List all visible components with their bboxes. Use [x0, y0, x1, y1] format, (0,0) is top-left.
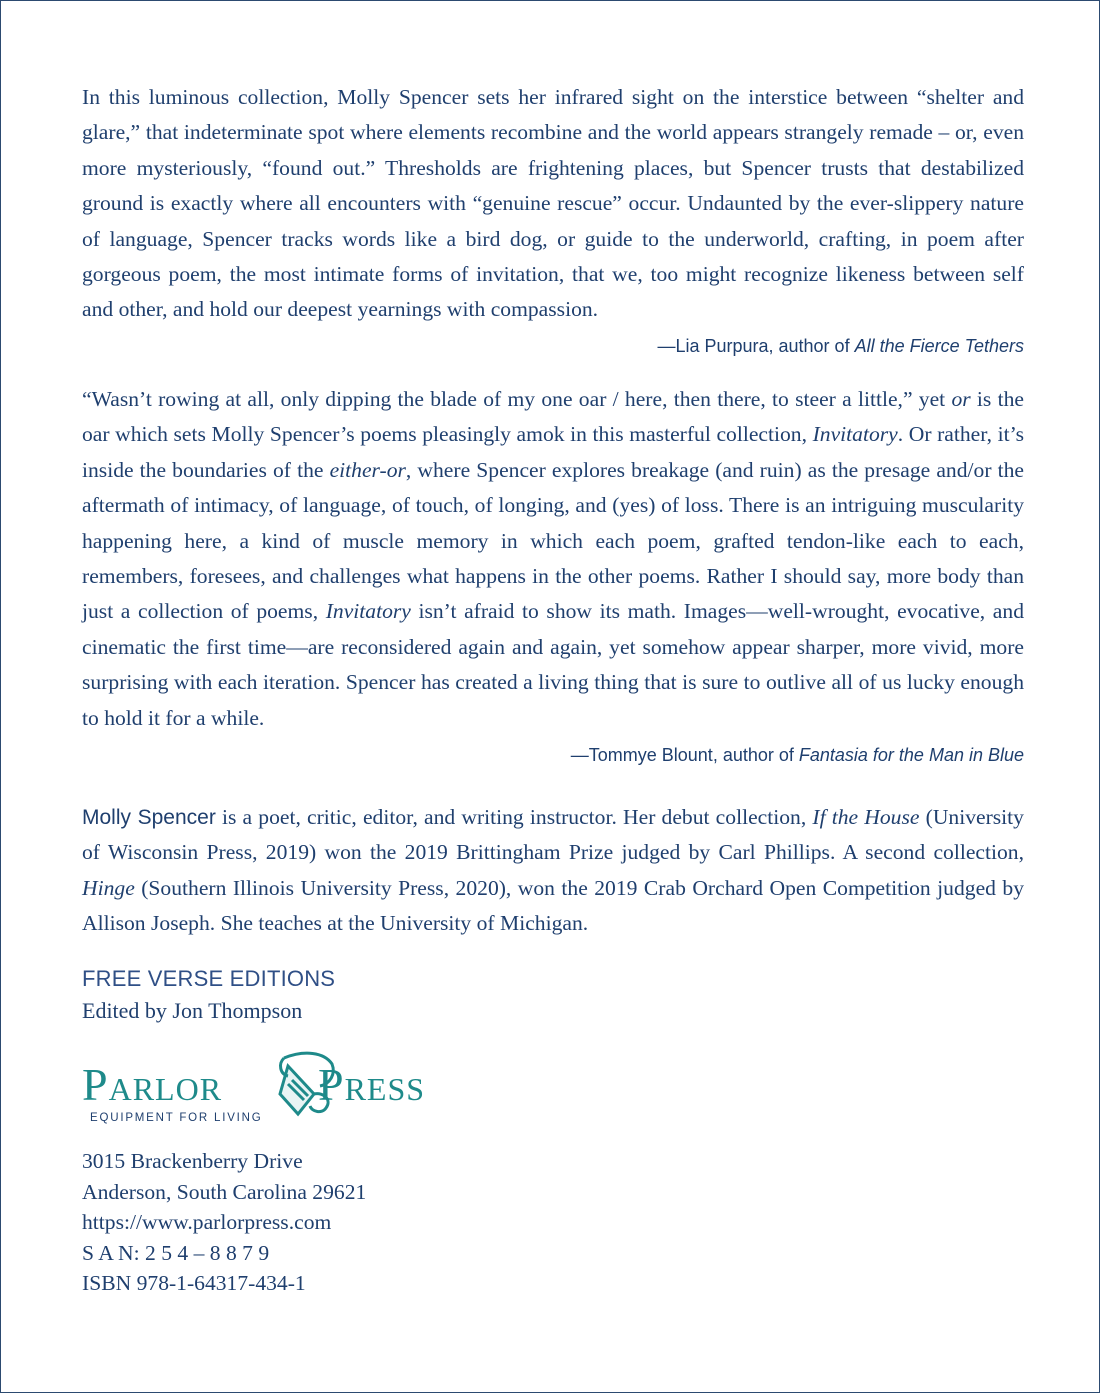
series-label: FREE VERSE EDITIONS [82, 966, 336, 991]
logo-tagline: EQUIPMENT FOR LIVING [90, 1112, 263, 1124]
parlor-press-logo [82, 1048, 452, 1130]
attribution-lia-purpura: —Lia Purpura, author of All the Fierce Tethers [657, 336, 1024, 356]
publisher-website: https://www.parlorpress.com [82, 1210, 332, 1235]
attribution-name: Lia Purpura [675, 336, 769, 356]
book-isbn: ISBN 978-1-64317-434-1 [82, 1271, 306, 1296]
attribution-name: Tommye Blount [588, 745, 713, 765]
series-editor: Edited by Jon Thompson [82, 998, 303, 1023]
attribution-work: All the Fierce Tethers [854, 336, 1024, 356]
logo-word-parlor: Parlor [82, 1059, 223, 1110]
publisher-address [82, 1146, 366, 1299]
author-name: Molly Spencer [82, 806, 216, 829]
author-bio: Molly Spencer is a poet, critic, editor, and writing instructor. Her debut collection, If the House (University of Wisconsin Press, 2019) won the 2019 Brittingham Prize judged by Carl Phillips. A second collection, Hinge (Southern Illinois University Press, 2020), won the 2019 Crab Orchard Open Competition judged by Allison Joseph. She teaches at the University of Michigan. [82, 805, 1024, 936]
address-city: Anderson, South Carolina 29621 [82, 1179, 367, 1204]
blurb-tommye-blount: “Wasn’t rowing at all, only dipping the blade of my one oar / here, then there, to steer a little,” yet or is the oar which sets Molly Spencer’s poems pleasingly amok in this masterful collection, Invitatory. Or rather, it’s inside the boundaries of the either-or, where Spencer explores breakage (and ruin) as the presage and/or the aftermath of intimacy, of language, of touch, of longing, and (yes) of loss. There is an intriguing muscularity happening here, a kind of muscle memory in which each poem, grafted tendon-like each to each, remembers, foresees, and challenges what happens in the other poems. Rather I should say, more body than just a collection of poems, Invitatory isn’t afraid to show its math. Images—well-wrought, evocative, and cinematic the first time—are reconsidered again and again, yet somehow appear sharper, more vivid, more surprising with each iteration. Spencer has created a living thing that is sure to outlive all of us lucky enough to hold it for a while. [82, 387, 1024, 730]
blurb-text: In this luminous collection, Molly Spencer sets her infrared sight on the interstice between “shelter and glare,” that indeterminate spot where elements recombine and the world appears strangely remade – or, even more mysteriously, “found out.” Thresholds are frightening places, but Spencer trusts that destabilized ground is exactly where all encounters with “genuine rescue” occur. Undaunted by the ever-slippery nature of language, Spencer tracks words like a bird dog, or guide to the underworld, crafting, in poem after gorgeous poem, the most intimate forms of invitation, that we, too might recognize likeness between self and other, and hold our deepest yearnings with compassion. [82, 85, 1024, 322]
attribution-work: Fantasia for the Man in Blue [798, 745, 1024, 765]
address-street: 3015 Brackenberry Drive [82, 1149, 303, 1173]
attribution-tommye-blount: —Tommye Blount, author of Fantasia for the Man in Blue [570, 745, 1024, 765]
publisher-san: S A N: 2 5 4 – 8 8 7 9 [82, 1240, 270, 1265]
logo-word-press: Press [318, 1059, 426, 1110]
blurb-lia-purpura [82, 80, 1024, 328]
